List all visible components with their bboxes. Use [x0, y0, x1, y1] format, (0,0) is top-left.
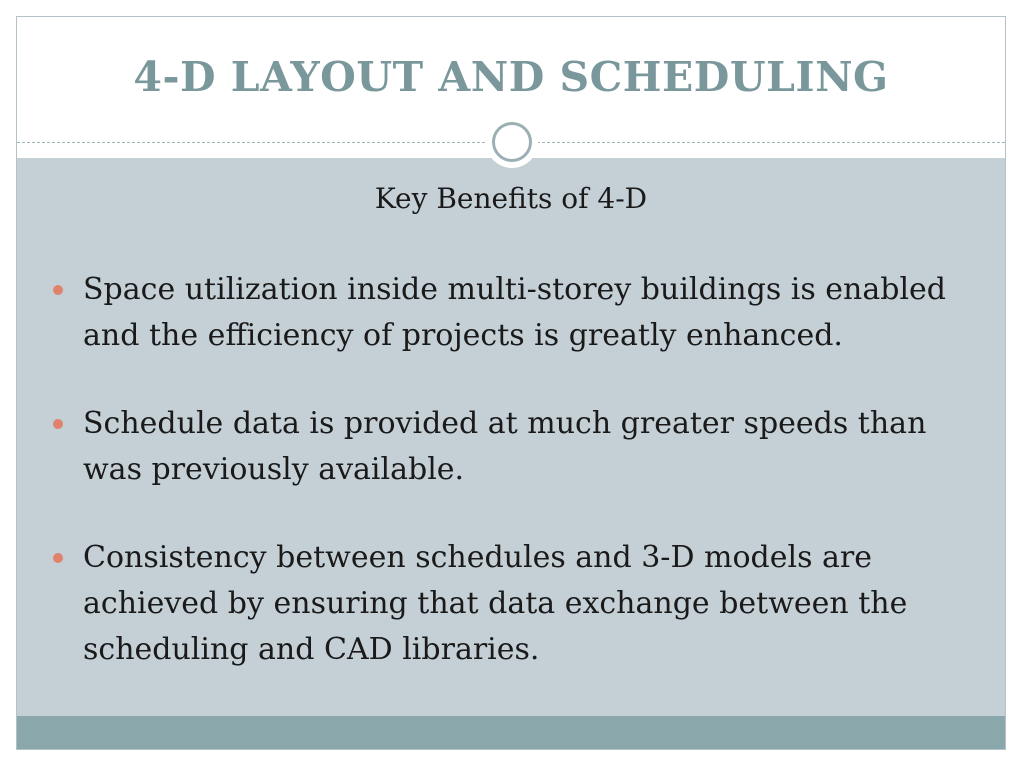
bullet-item: Schedule data is provided at much greater speeds than was previously available.: [53, 401, 973, 493]
footer-bar: [17, 716, 1005, 750]
bullet-item: Space utilization inside multi-storey buildings is enabled and the efficiency of projects is greatly enhanced.: [53, 267, 973, 359]
slide-title: 4-D LAYOUT AND SCHEDULING: [133, 53, 889, 101]
circle-ornament-icon: [486, 116, 538, 168]
slide-subtitle: Key Benefits of 4-D: [374, 182, 648, 215]
slide: [16, 16, 1006, 750]
bullet-list: [53, 267, 973, 715]
bullet-item: Consistency between schedules and 3-D models are achieved by ensuring that data exchange between the scheduling and CAD libraries.: [53, 535, 973, 673]
